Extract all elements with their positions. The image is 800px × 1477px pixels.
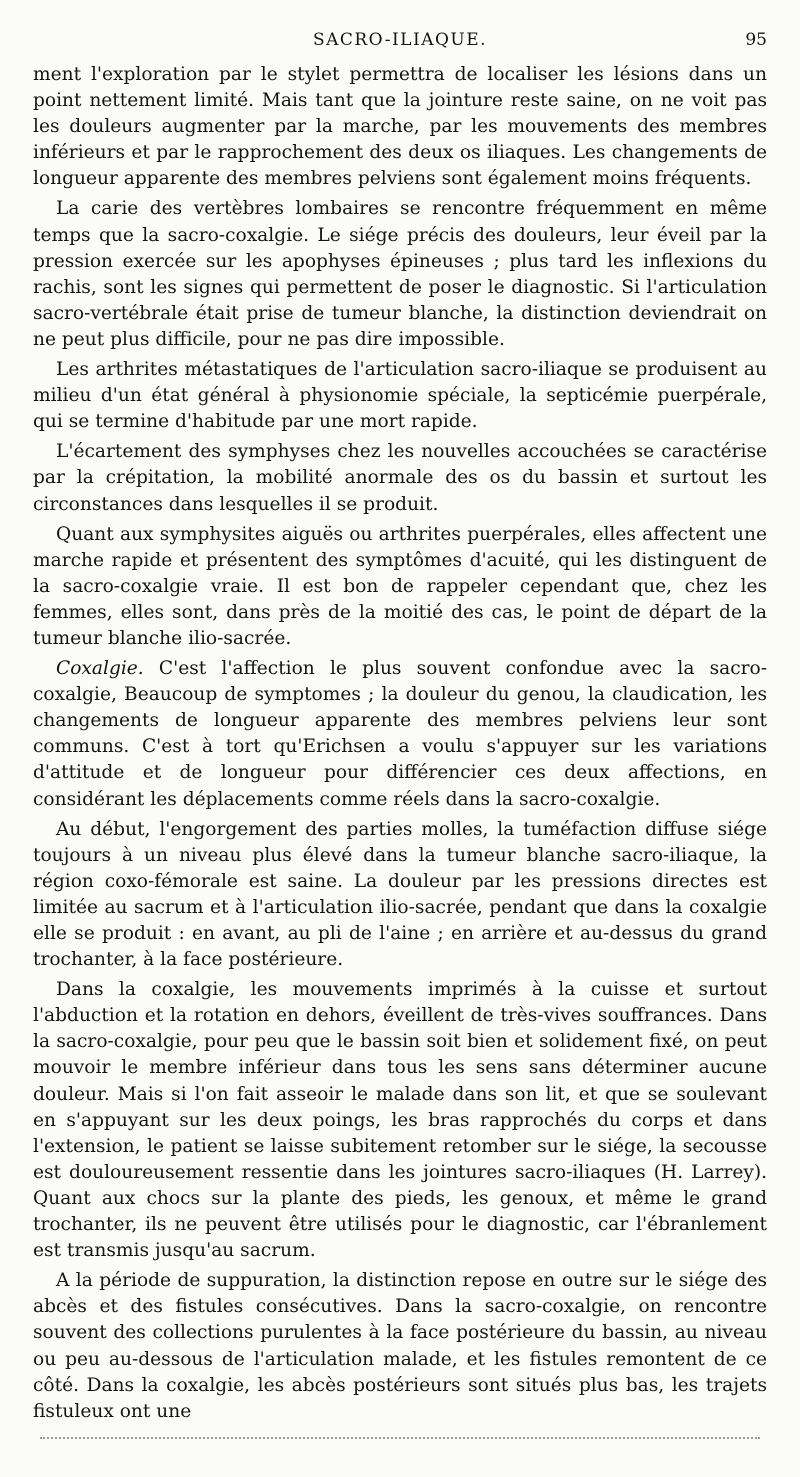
paragraph (33, 977, 767, 1264)
paragraph-text: Au début, l'engorgement des parties molles, la tuméfaction diffuse siége toujours à un niveau plus élevé dans la tumeur blanche sacro-iliaque, la région coxo-fémorale est saine. La douleur par les pressions directes est limitée au sacrum et à l'articulation ilio-sacrée, pendant que dans la coxalgie elle se produit : en avant, au pli de l'aine ; en arrière et au-dessus du grand trochanter, à la face postérieure. (33, 818, 767, 971)
paragraph (33, 196, 767, 353)
paragraph (33, 62, 767, 192)
paragraph (33, 817, 767, 974)
running-title: SACRO-ILIAQUE. (312, 30, 488, 50)
paragraph (33, 656, 767, 813)
paragraph-text: Les arthrites métastatiques de l'articulation sacro-iliaque se produisent au milieu d'un état général à physionomie spéciale, la septicémie puerpérale, qui se termine d'habitude par une mort rapide. (33, 359, 767, 433)
paragraph (33, 522, 767, 652)
paragraph (33, 439, 767, 517)
paragraph (33, 357, 767, 435)
paragraph-text: ment l'exploration par le stylet permettra de localiser les lésions dans un point nettement limité. Mais tant que la jointure reste saine, on ne voit pas les douleurs augmenter par la marche, par les mouvements des membres inférieurs et par le rapprochement des deux os iliaques. Les changements de longueur apparente des membres pelviens sont également moins fréquents. (33, 64, 767, 190)
footer-dotted-rule (40, 1437, 760, 1439)
paragraph-text: Dans la coxalgie, les mouvements imprimés à la cuisse et surtout l'abduction et la rotation en dehors, éveillent de très-vives souffrances. Dans la sacro-coxalgie, pour peu que le bassin soit bien et solidement fixé, on peut mouvoir le membre inférieur dans tous les sens sans déterminer aucune douleur. Mais si l'on fait asseoir le malade dans son lit, et que se soulevant en s'appuyant sur les deux poings, les bras rapprochés du corps et dans l'extension, le patient se laisse subitement retomber sur le siége, la secousse est douloureusement ressentie dans les jointures sacro-iliaques (H. Larrey). Quant aux chocs sur la plante des pieds, les genoux, et même le grand trochanter, ils ne peuvent être utilisés pour le diagnostic, car l'ébranlement est transmis jusqu'au sacrum. (33, 979, 767, 1262)
paragraph-text: L'écartement des symphyses chez les nouvelles accouchées se caractérise par la crépitation, la mobilité anormale des os du bassin et surtout les circonstances dans lesquelles il se produit. (33, 441, 767, 515)
paragraph-text: La carie des vertèbres lombaires se rencontre fréquemment en même temps que la sacro-coxalgie. Le siége précis des douleurs, leur éveil par la pression exercée sur les apophyses épineuses ; plus tard les inflexions du rachis, sont les signes qui permettent de poser le diagnostic. Si l'articulation sacro-vertébrale était prise de tumeur blanche, la distinction deviendrait on ne peut plus difficile, pour ne pas dire impossible. (33, 198, 767, 350)
page-header (33, 24, 767, 60)
paragraph-text: Quant aux symphysites aiguës ou arthrites puerpérales, elles affectent une marche rapide et présentent des symptômes d'acuité, qui les distinguent de la sacro-coxalgie vraie. Il est bon de rappeler cependant que, chez les femmes, elles sont, dans près de la moitié des cas, le point de départ de la tumeur blanche ilio-sacrée. (33, 523, 767, 649)
paragraph (33, 1268, 767, 1425)
section-lead-term: Coxalgie. (56, 658, 144, 680)
page-number: 95 (745, 30, 767, 50)
paragraph-text: C'est l'affection le plus souvent confondue avec la sacro-coxalgie, Beaucoup de symptomes ; la douleur du genou, la claudication, les changements de longueur apparente des membres pelviens leur sont communs. C'est à tort qu'Erichsen a voulu s'appuyer sur les variations d'attitude et de longueur pour différencier ces deux affections, en considérant les déplacements comme réels dans la sacro-coxalgie. (33, 658, 767, 810)
paragraph-text: A la période de suppuration, la distinction repose en outre sur le siége des abcès et des fistules consécutives. Dans la sacro-coxalgie, on rencontre souvent des collections purulentes à la face postérieure du bassin, au niveau ou peu au-dessous de l'articulation malade, et les fistules remontent de ce côté. Dans la coxalgie, les abcès postérieurs sont situés plus bas, les trajets fistuleux ont une (33, 1270, 767, 1422)
body-text (33, 62, 767, 1425)
book-page (33, 24, 767, 1429)
